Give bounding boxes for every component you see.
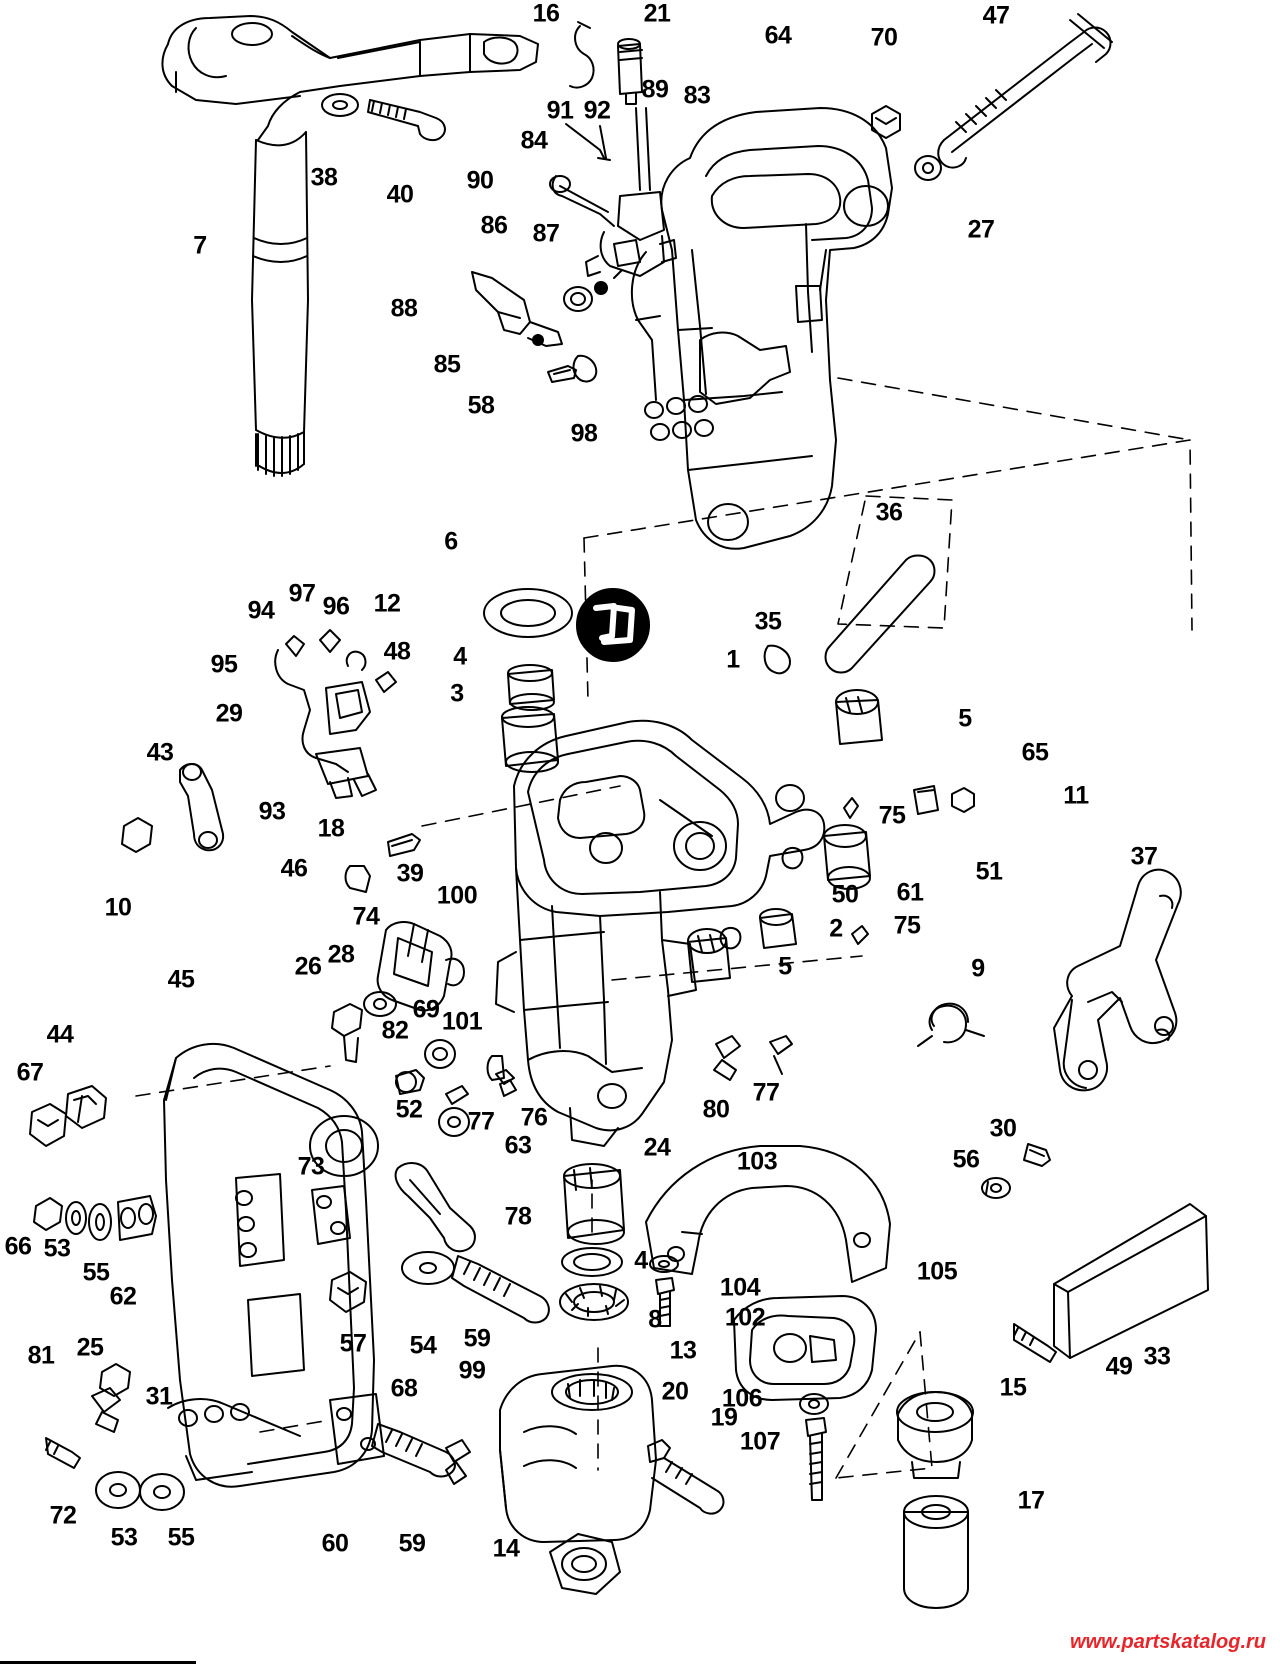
clip-31 xyxy=(92,1388,120,1432)
callout-number: 63 xyxy=(504,1131,532,1160)
switch-93 xyxy=(275,630,396,798)
seal-6 xyxy=(484,589,572,637)
bushing-51 xyxy=(824,825,870,889)
callout-number: 33 xyxy=(1143,1342,1171,1371)
callout-number: 39 xyxy=(396,859,424,888)
callout-number: 60 xyxy=(321,1529,349,1558)
bolt-107 xyxy=(806,1418,826,1500)
clip-80 xyxy=(714,1036,740,1080)
nut-70 xyxy=(872,106,900,138)
callout-number: 69 xyxy=(412,995,440,1024)
callout-number: 99 xyxy=(458,1356,486,1385)
clip-77a xyxy=(446,1086,468,1104)
callout-number: 73 xyxy=(297,1152,325,1181)
bushing-50 xyxy=(760,909,796,948)
link-62 xyxy=(118,1196,156,1240)
callout-number: 70 xyxy=(870,23,898,52)
washer-54 xyxy=(402,1252,454,1284)
washer-28 xyxy=(364,992,396,1016)
bushing-4b xyxy=(562,1248,622,1276)
callout-number: 67 xyxy=(16,1058,44,1087)
callout-number: 98 xyxy=(570,419,598,448)
washer-55b xyxy=(140,1474,184,1510)
callout-number: 97 xyxy=(288,579,316,608)
callout-number: 14 xyxy=(492,1534,520,1563)
callout-number: 90 xyxy=(466,166,494,195)
callout-number: 95 xyxy=(210,650,238,679)
bolt-59b xyxy=(372,1424,455,1477)
pin-98 xyxy=(574,356,597,382)
callout-number: 3 xyxy=(450,679,464,708)
callout-number: 20 xyxy=(661,1377,689,1406)
nut-14 xyxy=(550,1534,620,1594)
callout-number: 48 xyxy=(383,637,411,666)
callout-number: 93 xyxy=(258,797,286,826)
callout-number: 80 xyxy=(702,1095,730,1124)
bushing-24 xyxy=(564,1164,624,1244)
washer-27 xyxy=(915,156,941,180)
callout-number: 13 xyxy=(669,1336,697,1365)
washer-53b xyxy=(96,1472,140,1508)
callout-number: 4 xyxy=(634,1246,648,1275)
callout-number: 75 xyxy=(893,911,921,940)
callout-number: 10 xyxy=(104,893,132,922)
callout-number: 59 xyxy=(463,1324,491,1353)
callout-number: 47 xyxy=(982,1,1010,30)
bolt-44 xyxy=(66,1086,106,1128)
callout-number: 102 xyxy=(724,1303,766,1332)
callout-number: 57 xyxy=(339,1329,367,1358)
callout-number: 81 xyxy=(27,1341,55,1370)
callout-number: 40 xyxy=(386,180,414,209)
screw-58 xyxy=(548,366,576,382)
callout-number: 19 xyxy=(710,1403,738,1432)
bolt-30 xyxy=(1024,1144,1050,1166)
screw-26 xyxy=(332,1004,362,1062)
callout-number: 31 xyxy=(145,1382,173,1411)
callout-number: 66 xyxy=(4,1232,32,1261)
callout-number: 74 xyxy=(352,902,380,931)
callout-number: 24 xyxy=(643,1133,671,1162)
nut-67 xyxy=(30,1104,66,1146)
callout-number: 2 xyxy=(829,914,843,943)
callout-number: 17 xyxy=(1017,1486,1045,1515)
callout-number: 86 xyxy=(480,211,508,240)
callout-number: 76 xyxy=(520,1103,548,1132)
clip-68 xyxy=(446,1440,470,1484)
callout-number: 49 xyxy=(1105,1352,1133,1381)
callout-number: 6 xyxy=(444,527,458,556)
bearing-102 xyxy=(560,1284,628,1320)
housing-13 xyxy=(500,1366,656,1542)
callout-number: 84 xyxy=(520,126,548,155)
bushing-4 xyxy=(508,665,554,710)
callout-number: 11 xyxy=(1063,781,1089,810)
callout-number: 83 xyxy=(683,81,711,110)
callout-number: 44 xyxy=(46,1020,74,1049)
callout-number: 26 xyxy=(294,952,322,981)
callout-number: 106 xyxy=(721,1384,763,1413)
callout-number: 89 xyxy=(641,75,669,104)
callout-number: 46 xyxy=(280,854,308,883)
callout-number: 53 xyxy=(110,1523,138,1552)
pin-46 xyxy=(346,866,371,892)
callout-number: 52 xyxy=(395,1095,423,1124)
pin-36 xyxy=(826,556,935,673)
shaft-47 xyxy=(938,14,1112,168)
washer-38 xyxy=(322,94,358,116)
callout-number: 78 xyxy=(504,1202,532,1231)
callout-number: 1 xyxy=(726,645,740,674)
callout-number: 18 xyxy=(317,814,345,843)
callout-number: 7 xyxy=(193,231,207,260)
pin-2 xyxy=(783,848,803,868)
callout-number: 4 xyxy=(453,642,467,671)
callout-number: 68 xyxy=(390,1374,418,1403)
rod-43 xyxy=(180,764,223,850)
nut-10 xyxy=(122,818,152,852)
bracket-88-85 xyxy=(472,272,562,346)
lever-78 xyxy=(396,1163,475,1251)
nut-57 xyxy=(330,1272,366,1312)
callout-number: 75 xyxy=(878,801,906,830)
bolt-40 xyxy=(368,100,445,140)
link-84-90 xyxy=(550,176,614,226)
callout-number: 72 xyxy=(49,1501,77,1530)
callout-number: 105 xyxy=(916,1257,958,1286)
bushing-5a xyxy=(836,690,882,744)
bolt-59a xyxy=(452,1256,549,1323)
callout-number: 50 xyxy=(831,880,859,909)
grease-symbol xyxy=(577,589,649,661)
callout-number: 15 xyxy=(999,1373,1027,1402)
pin-21 xyxy=(618,39,642,104)
callout-number: 87 xyxy=(532,219,560,248)
bracket-73 xyxy=(312,1186,350,1244)
washer-55a xyxy=(89,1204,111,1240)
callout-number: 27 xyxy=(967,215,995,244)
callout-number: 55 xyxy=(167,1523,195,1552)
callout-number: 58 xyxy=(467,391,495,420)
callout-number: 64 xyxy=(764,21,792,50)
bushing-86-87 xyxy=(564,270,622,311)
callout-number: 100 xyxy=(436,881,478,910)
callout-number: 5 xyxy=(778,952,792,981)
callout-number: 56 xyxy=(952,1145,980,1174)
callout-number: 53 xyxy=(43,1234,71,1263)
bolt-20 xyxy=(648,1440,723,1514)
bushing-69 xyxy=(425,1040,455,1068)
stern-bracket-64 xyxy=(632,108,892,549)
clip-35 xyxy=(765,646,790,674)
callout-number: 25 xyxy=(76,1333,104,1362)
callout-number: 9 xyxy=(971,954,985,983)
callout-number: 103 xyxy=(736,1147,778,1176)
callout-number: 101 xyxy=(441,1007,483,1036)
callout-number: 77 xyxy=(752,1078,780,1107)
callout-number: 16 xyxy=(532,0,560,28)
callout-number: 65 xyxy=(1021,738,1049,767)
callout-number: 21 xyxy=(643,0,671,28)
mount-17 xyxy=(904,1496,968,1608)
screw-49 xyxy=(1014,1324,1056,1362)
washer-53a xyxy=(66,1202,86,1234)
watermark: www.partskatalog.ru xyxy=(1070,1631,1266,1653)
callout-number: 28 xyxy=(327,940,355,969)
screw-77b xyxy=(770,1036,792,1074)
clip-75b xyxy=(852,926,868,944)
callout-number: 5 xyxy=(958,704,972,733)
callout-number: 51 xyxy=(975,857,1003,886)
callout-number: 82 xyxy=(381,1016,409,1045)
screw-52 xyxy=(396,1070,424,1094)
callout-number: 36 xyxy=(875,498,903,527)
clip-75a xyxy=(844,798,858,818)
pin-101 xyxy=(488,1056,505,1080)
callout-number: 45 xyxy=(167,965,195,994)
callout-number: 43 xyxy=(146,738,174,767)
callout-number: 37 xyxy=(1130,842,1158,871)
callout-number: 85 xyxy=(433,350,461,379)
callout-number: 54 xyxy=(409,1331,437,1360)
callout-number: 38 xyxy=(310,163,338,192)
callout-number: 77 xyxy=(467,1107,495,1136)
callout-number: 61 xyxy=(896,878,924,907)
bracket-37 xyxy=(1054,870,1181,1091)
callout-number: 94 xyxy=(247,596,275,625)
callout-number: 55 xyxy=(82,1258,110,1287)
callout-number: 35 xyxy=(754,607,782,636)
nut-66 xyxy=(34,1198,62,1230)
nut-11 xyxy=(952,788,974,812)
callout-number: 59 xyxy=(398,1529,426,1558)
washer-106 xyxy=(800,1394,828,1414)
washer-56 xyxy=(982,1178,1010,1198)
callout-number: 62 xyxy=(109,1282,137,1311)
callout-number: 92 xyxy=(583,96,611,125)
rods-91-92 xyxy=(566,124,610,160)
spring-9 xyxy=(918,1004,984,1046)
callout-number: 96 xyxy=(322,592,350,621)
callout-number: 29 xyxy=(215,699,243,728)
mount-15 xyxy=(897,1392,973,1478)
pin-65 xyxy=(914,786,938,814)
callout-number: 12 xyxy=(373,589,401,618)
clip-76 xyxy=(496,1070,516,1096)
callout-number: 88 xyxy=(390,294,418,323)
callout-number: 8 xyxy=(648,1305,662,1334)
washer-63 xyxy=(439,1108,469,1136)
clip-16 xyxy=(570,22,594,88)
screw-18 xyxy=(388,834,420,856)
bar-33 xyxy=(1054,1204,1208,1358)
callout-number: 30 xyxy=(989,1114,1017,1143)
callout-number: 104 xyxy=(719,1273,761,1302)
callout-number: 91 xyxy=(546,96,574,125)
screw-81 xyxy=(46,1438,80,1468)
callout-number: 107 xyxy=(739,1427,781,1456)
